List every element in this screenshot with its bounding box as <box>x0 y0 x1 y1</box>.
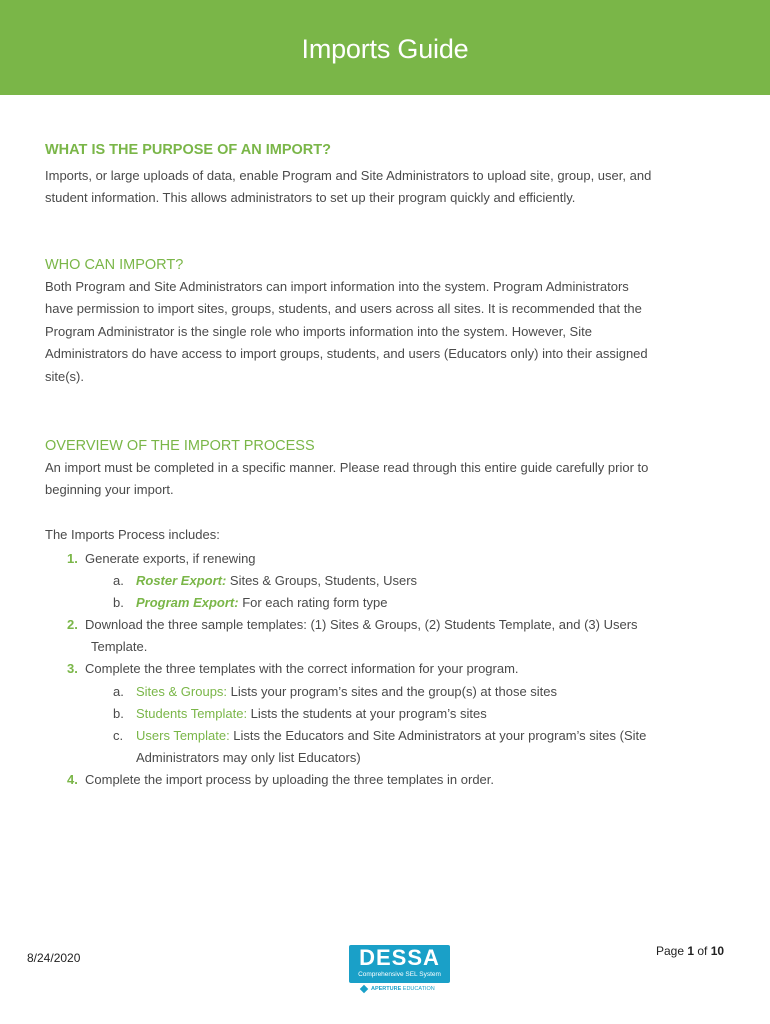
step-text: Complete the three templates with the correct information for your program. <box>85 661 519 676</box>
step-text: Complete the import process by uploading the three templates in order. <box>85 772 495 787</box>
step-text: Generate exports, if renewing <box>85 551 256 566</box>
substep-text-continued: Administrators may only list Educators) <box>136 750 361 765</box>
paragraph-line: student information. This allows administrators to set up their program quickly and efficiently. <box>45 190 576 206</box>
substep-label: Users Template: <box>136 728 230 743</box>
section-overview <box>45 437 735 546</box>
substep-text: Lists the Educators and Site Administrators at your program’s sites (Site <box>229 728 647 743</box>
logo-publisher <box>361 984 435 994</box>
paragraph-line: beginning your import. <box>45 482 174 498</box>
page-total: 10 <box>710 944 725 958</box>
substep <box>136 592 387 614</box>
paragraph-line: An import must be completed in a specific manner. Please read through this entire guide carefully prior to <box>45 460 649 475</box>
substep-letter: a. <box>113 684 124 699</box>
page-of: of <box>694 944 711 958</box>
substep <box>136 570 417 592</box>
page-current: 1 <box>687 944 695 958</box>
list-intro: The Imports Process includes: <box>45 526 220 542</box>
substep-text: Sites & Groups, Students, Users <box>226 573 418 588</box>
section-who <box>45 256 735 388</box>
substep-text: Lists your program’s sites and the group(s) at those sites <box>227 684 558 699</box>
substep-letter: c. <box>113 728 124 743</box>
page-prefix: Page <box>656 944 688 958</box>
substep-text: For each rating form type <box>238 595 388 610</box>
logo-publisher-brand: APERTURE <box>371 986 402 992</box>
step-text: Download the three sample templates: (1) Sites & Groups, (2) Students Template, and (3) Users <box>85 617 638 632</box>
logo-box <box>349 945 450 983</box>
paragraph-line: Imports, or large uploads of data, enable Program and Site Administrators to upload site, group, user, and <box>45 168 652 183</box>
section-heading: WHAT IS THE PURPOSE OF AN IMPORT? <box>45 142 331 158</box>
substep <box>136 703 487 725</box>
aperture-icon <box>360 984 368 992</box>
page-number <box>656 944 724 958</box>
section-heading: WHO CAN IMPORT? <box>45 257 184 273</box>
page-title: Imports Guide <box>301 34 469 64</box>
step-number: 3. <box>67 661 78 676</box>
section-heading: OVERVIEW OF THE IMPORT PROCESS <box>45 438 315 454</box>
dessa-logo <box>349 945 450 997</box>
substep-label: Program Export: <box>136 595 239 610</box>
header-banner <box>0 0 770 95</box>
substep-label: Sites & Groups: <box>136 684 228 699</box>
substep-label: Students Template: <box>136 706 248 721</box>
paragraph-line: Program Administrator is the single role who imports information into the system. However, Site <box>45 323 592 339</box>
logo-subtitle: Comprehensive SEL System <box>358 971 441 978</box>
substep-letter: b. <box>113 706 124 721</box>
substep <box>136 681 557 703</box>
step-number: 1. <box>67 551 78 566</box>
step-text-continued: Template. <box>91 639 148 654</box>
substep-text: Lists the students at your program’s sites <box>247 706 487 721</box>
section-purpose <box>45 141 735 210</box>
substep-letter: a. <box>113 573 124 588</box>
footer-date: 8/24/2020 <box>27 951 81 965</box>
step-number: 2. <box>67 617 78 632</box>
substep-label: Roster Export: <box>136 573 227 588</box>
substep-letter: b. <box>113 595 124 610</box>
paragraph-line: Both Program and Site Administrators can import information into the system. Program Administrators <box>45 279 629 294</box>
paragraph-line: have permission to import sites, groups, students, and users across all sites. It is recommended that the <box>45 301 642 317</box>
step-number: 4. <box>67 772 78 787</box>
substep <box>136 725 646 747</box>
logo-wordmark: DESSA <box>359 945 440 970</box>
logo-publisher-rest: EDUCATION <box>401 986 435 992</box>
paragraph-line: Administrators do have access to import groups, students, and users (Educators only) into their assigned <box>45 346 648 362</box>
paragraph-line: site(s). <box>45 368 84 384</box>
